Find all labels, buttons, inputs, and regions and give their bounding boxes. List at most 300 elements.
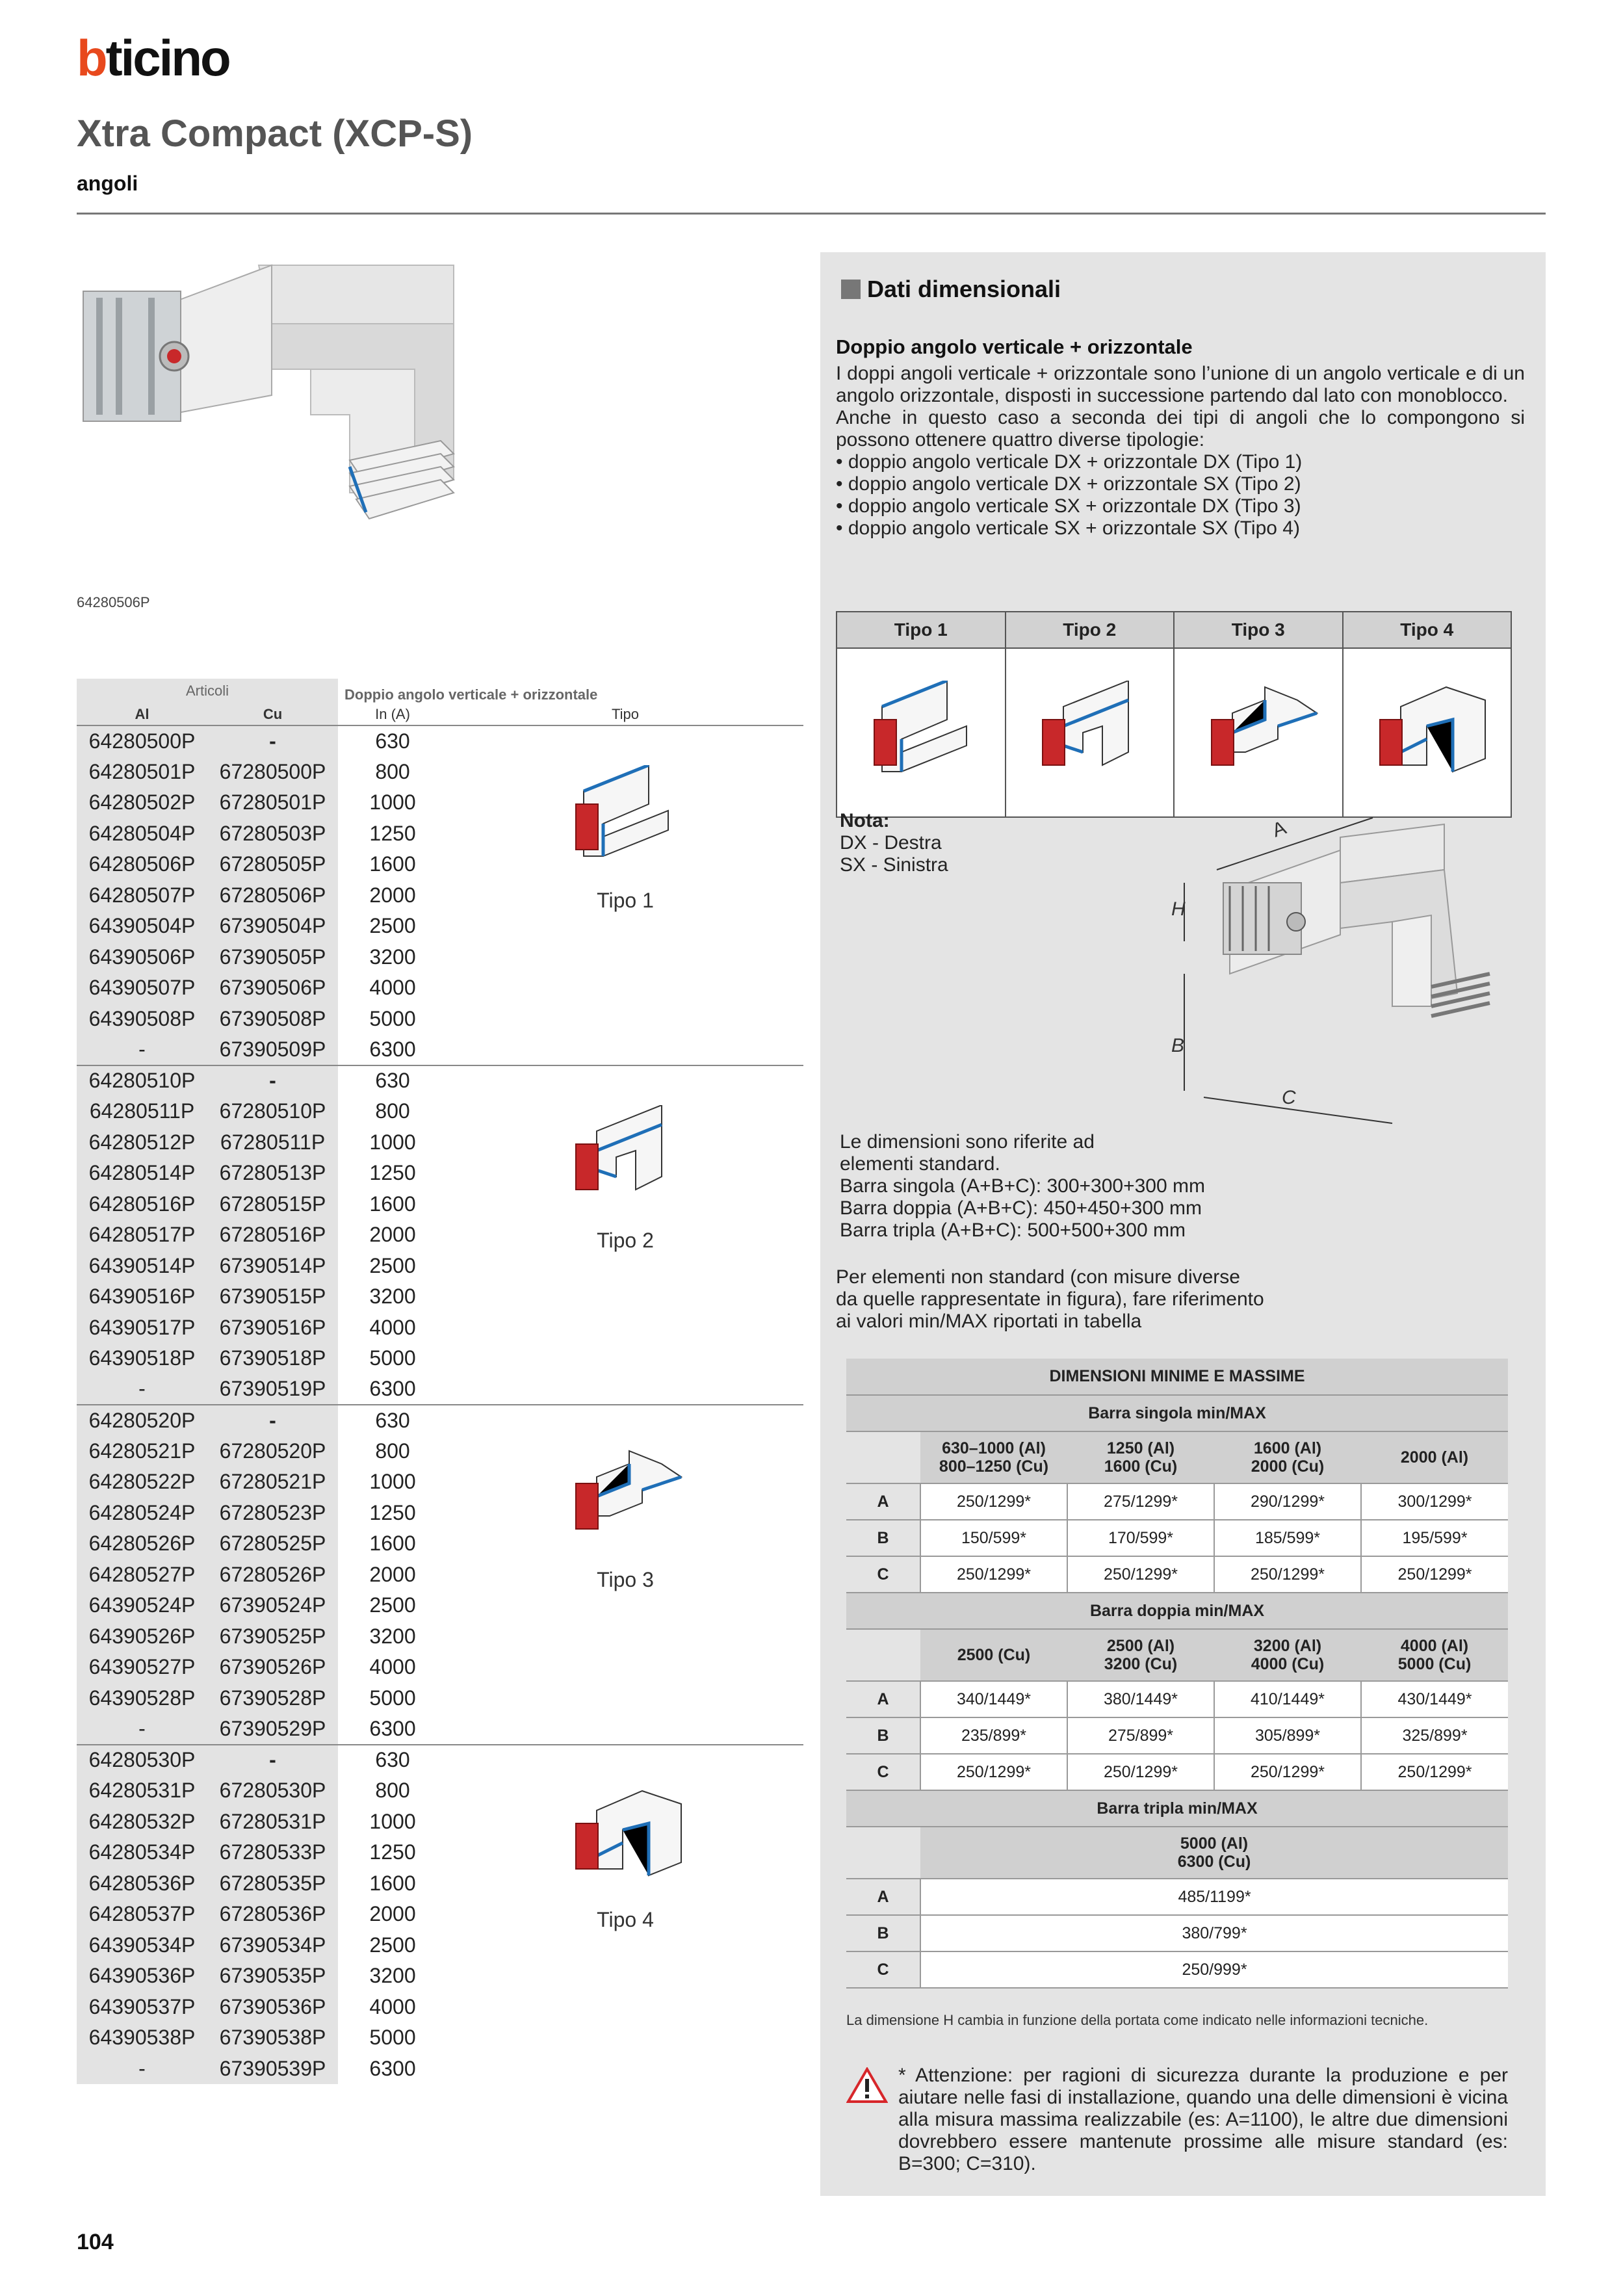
panel-description [836, 363, 1525, 540]
nota-line: DX - Destra [840, 832, 942, 854]
code-al: 64390507P [77, 972, 207, 1004]
current-rating: 1600 [369, 1532, 416, 1556]
code-al: 64280521P [77, 1436, 207, 1467]
code-cu: 67390506P [207, 972, 338, 1004]
dim-label-h: H [1171, 898, 1186, 920]
min-max-value: 430/1449* [1361, 1681, 1508, 1717]
code-al: 64390538P [77, 2022, 207, 2054]
min-max-value: 185/599* [1214, 1520, 1361, 1556]
min-max-value: 235/899* [920, 1717, 1067, 1754]
code-cu: 67390538P [207, 2022, 338, 2054]
current-rating: 1250 [369, 1161, 416, 1185]
column-header [1214, 1629, 1361, 1681]
table-row [846, 1483, 1508, 1520]
code-al: - [77, 1374, 207, 1405]
column-header-line: 1600 (Al) [1253, 1439, 1322, 1457]
current-rating: 2000 [369, 883, 416, 907]
tipo-3-icon [558, 1444, 688, 1561]
code-cu: - [207, 725, 338, 757]
current-rating: 800 [375, 1099, 410, 1123]
code-cu: 67390519P [207, 1374, 338, 1405]
row-label: A [846, 1483, 920, 1520]
section-label: Barra doppia min/MAX [846, 1593, 1508, 1629]
code-cu: 67280526P [207, 1559, 338, 1591]
code-al: 64280532P [77, 1807, 207, 1838]
dim-label-c: C [1282, 1087, 1296, 1108]
tipo-illustration [558, 1105, 688, 1222]
table-row [846, 1717, 1508, 1754]
min-max-value: 250/1299* [1067, 1556, 1214, 1593]
brand-logo: bticino [77, 29, 229, 86]
tipo-header: Tipo 4 [1343, 612, 1512, 648]
current-rating: 630 [338, 1065, 447, 1097]
articles-table [77, 679, 803, 2084]
code-al: 64280531P [77, 1775, 207, 1807]
dimensional-data-panel [820, 252, 1546, 2196]
code-cu: 67280520P [207, 1436, 338, 1467]
min-max-value: 250/1299* [1214, 1556, 1361, 1593]
code-al: 64280526P [77, 1528, 207, 1559]
code-al: 64280514P [77, 1158, 207, 1189]
min-max-value: 380/1449* [1067, 1681, 1214, 1717]
column-header-line: 2000 (Cu) [1251, 1457, 1325, 1476]
current-rating: 4000 [369, 976, 416, 1000]
column-header: Al [77, 703, 207, 725]
current-rating: 1250 [369, 821, 416, 845]
min-max-value: 250/1299* [920, 1483, 1067, 1520]
code-al: 64280522P [77, 1467, 207, 1498]
blank-cell [846, 1629, 920, 1681]
current-rating: 3200 [369, 1964, 416, 1988]
section-label: Barra singola min/MAX [846, 1395, 1508, 1431]
column-header-line: 800–1250 (Cu) [939, 1457, 1049, 1476]
code-cu: 67280535P [207, 1868, 338, 1899]
code-al: 64280502P [77, 787, 207, 818]
square-bullet-icon [841, 280, 861, 299]
h-dimension-note: La dimensione H cambia in funzione della portata come indicato nelle informazioni tecniche. [846, 2012, 1429, 2028]
min-max-value: 380/799* [920, 1915, 1508, 1951]
dim-label-a: A [1269, 816, 1290, 842]
tipo-label: Tipo 1 [597, 889, 654, 912]
tipo-illustration [558, 1444, 688, 1561]
product-image [77, 246, 506, 584]
current-rating: 2000 [369, 1562, 416, 1586]
code-cu: 67280530P [207, 1775, 338, 1807]
code-cu: 67390525P [207, 1621, 338, 1652]
column-header [1067, 1629, 1214, 1681]
tipo-diagram [1024, 681, 1154, 798]
min-max-value: 325/899* [1361, 1717, 1508, 1754]
current-rating: 5000 [369, 1686, 416, 1710]
tipo-illustration [558, 1784, 688, 1901]
standard-dimensions-text [840, 1131, 1205, 1242]
column-header: Tipo [612, 705, 639, 722]
column-header-row [846, 1629, 1508, 1681]
panel-paragraph: • doppio angolo verticale DX + orizzontale SX (Tipo 2) [836, 473, 1301, 495]
nota-block [840, 810, 948, 876]
current-rating: 1000 [369, 790, 416, 815]
code-al: 64280536P [77, 1868, 207, 1899]
product-code: 64280506P [77, 594, 150, 610]
current-rating: 3200 [369, 1285, 416, 1309]
articles-group-label: Articoli [77, 679, 338, 703]
nota-title: Nota: [840, 810, 890, 831]
table-row [77, 1745, 803, 1776]
current-rating: 2500 [369, 1933, 416, 1957]
current-rating: 1000 [369, 1809, 416, 1833]
code-cu: 67390504P [207, 911, 338, 942]
current-rating: 4000 [369, 1994, 416, 2018]
column-header-line: 630–1000 (Al) [942, 1439, 1046, 1457]
min-max-value: 250/1299* [1214, 1754, 1361, 1790]
code-cu: 67280515P [207, 1189, 338, 1220]
blank-cell [846, 1431, 920, 1483]
min-max-value: 250/1299* [1361, 1556, 1508, 1593]
dim-label-b: B [1171, 1035, 1185, 1056]
current-rating: 1000 [369, 1470, 416, 1494]
dimension-line: elementi standard. [840, 1153, 1000, 1175]
table-row [846, 1915, 1508, 1951]
code-al: 64280512P [77, 1127, 207, 1158]
column-header [1361, 1431, 1508, 1483]
code-al: 64280516P [77, 1189, 207, 1220]
code-al: 64280517P [77, 1220, 207, 1251]
code-cu: 67280513P [207, 1158, 338, 1189]
code-al: 64390518P [77, 1343, 207, 1374]
code-cu: 67390508P [207, 1004, 338, 1035]
panel-paragraph: • doppio angolo verticale SX + orizzontale DX (Tipo 3) [836, 495, 1301, 517]
min-max-value: 170/599* [1067, 1520, 1214, 1556]
column-header-line: 2000 (Al) [1400, 1448, 1469, 1467]
row-label: C [846, 1754, 920, 1790]
code-al: 64280524P [77, 1498, 207, 1529]
code-cu: - [207, 1065, 338, 1097]
code-cu: 67390515P [207, 1281, 338, 1312]
min-max-value: 250/1299* [1361, 1754, 1508, 1790]
min-max-value: 195/599* [1361, 1520, 1508, 1556]
row-label: C [846, 1951, 920, 1988]
warning-icon [846, 2067, 888, 2104]
current-rating: 6300 [369, 1716, 416, 1740]
tipo-diagram [1193, 681, 1323, 798]
code-al: 64280520P [77, 1405, 207, 1436]
column-header-line: 5000 (Al) [1180, 1834, 1249, 1853]
current-rating: 800 [375, 759, 410, 783]
tipo-3-icon [1193, 681, 1323, 798]
current-rating: 2500 [369, 1593, 416, 1617]
dimension-line: Barra singola (A+B+C): 300+300+300 mm [840, 1175, 1205, 1197]
code-cu: 67390516P [207, 1312, 338, 1344]
code-cu: 67390524P [207, 1590, 338, 1621]
column-header-line: 1250 (Al) [1106, 1439, 1175, 1457]
table-title-row [846, 1359, 1508, 1395]
code-cu: 67390505P [207, 942, 338, 973]
code-cu: - [207, 1405, 338, 1436]
panel-heading: Dati dimensionali [841, 276, 1061, 303]
current-rating: 800 [375, 1439, 410, 1463]
column-header-line: 5000 (Cu) [1397, 1655, 1472, 1673]
table-row [846, 1520, 1508, 1556]
non-standard-line: da quelle rappresentate in figura), fare riferimento [836, 1288, 1264, 1310]
tipo-header: Tipo 3 [1174, 612, 1343, 648]
code-al: 64390537P [77, 1992, 207, 2023]
code-cu: 67390529P [207, 1714, 338, 1745]
code-al: 64280500P [77, 725, 207, 757]
current-rating: 2000 [369, 1902, 416, 1926]
code-al: 64390517P [77, 1312, 207, 1344]
code-cu: 67390528P [207, 1683, 338, 1714]
current-rating: 1000 [369, 1130, 416, 1154]
tipo-diagram-cell [1174, 648, 1343, 817]
column-header [1214, 1431, 1361, 1483]
code-al: 64280504P [77, 818, 207, 850]
min-max-value: 410/1449* [1214, 1681, 1361, 1717]
code-cu: 67280533P [207, 1837, 338, 1868]
row-label: A [846, 1681, 920, 1717]
column-header-row [846, 1431, 1508, 1483]
page-title: Xtra Compact (XCP-S) [77, 112, 473, 155]
current-rating: 630 [338, 1745, 447, 1776]
code-al: 64280510P [77, 1065, 207, 1097]
panel-paragraph: Anche in questo caso a seconda dei tipi di angoli che lo compongono si possono ottenere quattro diverse tipologie: [836, 407, 1525, 450]
non-standard-line: ai valori min/MAX riportati in tabella [836, 1311, 1142, 1332]
nota-line: SX - Sinistra [840, 854, 948, 876]
tipo-2-icon [1024, 681, 1154, 798]
tipo-diagram [856, 681, 986, 798]
current-rating: 6300 [369, 2056, 416, 2080]
code-al: 64280537P [77, 1899, 207, 1930]
row-label: C [846, 1556, 920, 1593]
table-row [846, 1556, 1508, 1593]
code-cu: 67390539P [207, 2054, 338, 2085]
tipo-diagram-cell [1006, 648, 1175, 817]
code-al: 64390528P [77, 1683, 207, 1714]
min-max-value: 250/999* [920, 1951, 1508, 1988]
code-cu: 67390518P [207, 1343, 338, 1374]
code-al: 64390524P [77, 1590, 207, 1621]
column-header [920, 1827, 1508, 1879]
tipo-diagram [1362, 681, 1492, 798]
current-rating: 4000 [369, 1315, 416, 1339]
code-al: 64280511P [77, 1096, 207, 1127]
column-header-line: 3200 (Al) [1253, 1637, 1322, 1655]
column-header-line: 4000 (Cu) [1251, 1655, 1325, 1673]
current-rating: 2500 [369, 1253, 416, 1277]
tipo-cell [447, 1065, 803, 1405]
current-rating: 630 [338, 725, 447, 757]
column-header [1067, 1431, 1214, 1483]
table-row [846, 1879, 1508, 1915]
tipo-cell [447, 725, 803, 1065]
dimension-line: Barra tripla (A+B+C): 500+500+300 mm [840, 1220, 1186, 1241]
column-header-row [846, 1827, 1508, 1879]
code-al: 64390508P [77, 1004, 207, 1035]
code-cu: 67390526P [207, 1652, 338, 1683]
code-al: - [77, 1714, 207, 1745]
table-row [77, 725, 803, 757]
title-divider [77, 213, 1546, 215]
section-title: Doppio angolo verticale + orizzontale [344, 686, 598, 703]
table-row [846, 1951, 1508, 1988]
tipo-diagram-table [836, 611, 1512, 818]
current-rating: 1250 [369, 1840, 416, 1864]
min-max-value: 290/1299* [1214, 1483, 1361, 1520]
code-cu: 67390514P [207, 1251, 338, 1282]
code-cu: 67280505P [207, 849, 338, 880]
current-rating: 5000 [369, 1346, 416, 1370]
tipo-label: Tipo 2 [597, 1228, 654, 1252]
column-header-line: 6300 (Cu) [1177, 1853, 1251, 1871]
code-al: 64280507P [77, 880, 207, 911]
section-row [846, 1790, 1508, 1827]
min-max-value: 250/1299* [920, 1754, 1067, 1790]
tipo-illustration [558, 765, 688, 882]
code-al: 64390504P [77, 911, 207, 942]
min-max-value: 485/1199* [920, 1879, 1508, 1915]
min-max-value: 275/899* [1067, 1717, 1214, 1754]
section-label: Barra tripla min/MAX [846, 1790, 1508, 1827]
tipo-label: Tipo 4 [597, 1907, 654, 1931]
code-cu: 67390536P [207, 1992, 338, 2023]
current-rating: 3200 [369, 1624, 416, 1648]
current-rating: 1600 [369, 1192, 416, 1216]
tipo-diagram-cell [1343, 648, 1512, 817]
column-header [1361, 1629, 1508, 1681]
column-header-line: 3200 (Cu) [1104, 1655, 1178, 1673]
blank-cell [846, 1827, 920, 1879]
section-row [846, 1395, 1508, 1431]
tipo-cell [447, 1405, 803, 1745]
code-al: - [77, 2054, 207, 2085]
table-row [846, 1681, 1508, 1717]
current-rating: 1250 [369, 1500, 416, 1524]
warning-text: * Attenzione: per ragioni di sicurezza durante la produzione e per aiutare nelle fasi di installazione, quando una delle dimensioni è vicina alla misura massima realizzabile (es: A=1100), le altre due dimensioni dovrebbero essere mantenute prossime alle misure standard (es: B=300; C=310). [898, 2065, 1508, 2174]
column-header-line: 1600 (Cu) [1104, 1457, 1178, 1476]
current-rating: 3200 [369, 945, 416, 969]
code-cu: 67390509P [207, 1034, 338, 1065]
min-max-value: 250/1299* [1067, 1754, 1214, 1790]
table-row [846, 1754, 1508, 1790]
code-al: 64280506P [77, 849, 207, 880]
section-row [846, 1593, 1508, 1629]
tipo-4-icon [558, 1784, 688, 1901]
non-standard-line: Per elementi non standard (con misure diverse [836, 1266, 1240, 1288]
tipo-2-icon [558, 1105, 688, 1222]
current-rating: 1600 [369, 852, 416, 876]
code-al: 64280534P [77, 1837, 207, 1868]
current-rating: 6300 [369, 1037, 416, 1061]
code-cu: 67280503P [207, 818, 338, 850]
table-title: DIMENSIONI MINIME E MASSIME [846, 1359, 1508, 1395]
column-header [920, 1431, 1067, 1483]
current-rating: 800 [375, 1779, 410, 1803]
min-max-value: 275/1299* [1067, 1483, 1214, 1520]
column-header: In (A) [375, 705, 410, 722]
current-rating: 1600 [369, 1871, 416, 1895]
non-standard-text [836, 1266, 1264, 1333]
dimension-line: Barra doppia (A+B+C): 450+450+300 mm [840, 1197, 1202, 1219]
row-label: A [846, 1879, 920, 1915]
min-max-value: 340/1449* [920, 1681, 1067, 1717]
code-cu: 67280501P [207, 787, 338, 818]
tipo-header: Tipo 1 [837, 612, 1006, 648]
column-header-line: 2500 (Cu) [957, 1646, 1031, 1664]
row-label: B [846, 1915, 920, 1951]
tipo-header: Tipo 2 [1006, 612, 1175, 648]
code-al: 64390526P [77, 1621, 207, 1652]
column-header [920, 1629, 1067, 1681]
code-cu: 67280523P [207, 1498, 338, 1529]
min-max-value: 305/899* [1214, 1717, 1361, 1754]
code-al: 64390536P [77, 1961, 207, 1992]
min-max-value: 150/599* [920, 1520, 1067, 1556]
page-number: 104 [77, 2230, 114, 2254]
code-cu: 67280536P [207, 1899, 338, 1930]
page-subtitle: angoli [77, 172, 138, 195]
current-rating: 4000 [369, 1655, 416, 1679]
min-max-value: 250/1299* [920, 1556, 1067, 1593]
table-row [77, 1065, 803, 1097]
code-cu: 67280525P [207, 1528, 338, 1559]
tipo-label: Tipo 3 [597, 1568, 654, 1591]
code-cu: 67280531P [207, 1807, 338, 1838]
column-header-line: 2500 (Al) [1106, 1637, 1175, 1655]
current-rating: 5000 [369, 1006, 416, 1030]
code-cu: - [207, 1745, 338, 1776]
code-al: 64390514P [77, 1251, 207, 1282]
code-cu: 67280516P [207, 1220, 338, 1251]
code-al: 64390534P [77, 1930, 207, 1961]
code-al: 64390506P [77, 942, 207, 973]
code-cu: 67280506P [207, 880, 338, 911]
code-al: 64280530P [77, 1745, 207, 1776]
tipo-diagram-cell [837, 648, 1006, 817]
tipo-4-icon [1362, 681, 1492, 798]
code-al: 64280527P [77, 1559, 207, 1591]
code-al: - [77, 1034, 207, 1065]
dimension-diagram [1145, 811, 1509, 1136]
table-row [77, 1405, 803, 1436]
row-label: B [846, 1520, 920, 1556]
code-cu: 67390534P [207, 1930, 338, 1961]
current-rating: 2500 [369, 914, 416, 938]
panel-paragraph: • doppio angolo verticale SX + orizzontale SX (Tipo 4) [836, 517, 1300, 539]
panel-paragraph: I doppi angoli verticale + orizzontale sono l’unione di un angolo verticale e di un angolo orizzontale, disposti in successione partendo dal lato con monoblocco. [836, 363, 1525, 406]
code-al: 64280501P [77, 757, 207, 788]
current-rating: 6300 [369, 1377, 416, 1401]
code-cu: 67390535P [207, 1961, 338, 1992]
tipo-1-icon [856, 681, 986, 798]
current-rating: 5000 [369, 2026, 416, 2050]
column-header-line: 4000 (Al) [1400, 1637, 1469, 1655]
tipo-cell [447, 1745, 803, 2085]
code-cu: 67280511P [207, 1127, 338, 1158]
min-max-table [846, 1359, 1508, 1989]
column-header: Cu [207, 703, 338, 725]
panel-subheading: Doppio angolo verticale + orizzontale [836, 335, 1193, 358]
code-al: 64390527P [77, 1652, 207, 1683]
row-label: B [846, 1717, 920, 1754]
dimension-line: Le dimensioni sono riferite ad [840, 1131, 1095, 1153]
min-max-value: 300/1299* [1361, 1483, 1508, 1520]
code-cu: 67280500P [207, 757, 338, 788]
code-cu: 67280510P [207, 1096, 338, 1127]
current-rating: 2000 [369, 1223, 416, 1247]
tipo-1-icon [558, 765, 688, 882]
current-rating: 630 [338, 1405, 447, 1436]
code-al: 64390516P [77, 1281, 207, 1312]
panel-paragraph: • doppio angolo verticale DX + orizzontale DX (Tipo 1) [836, 451, 1303, 473]
